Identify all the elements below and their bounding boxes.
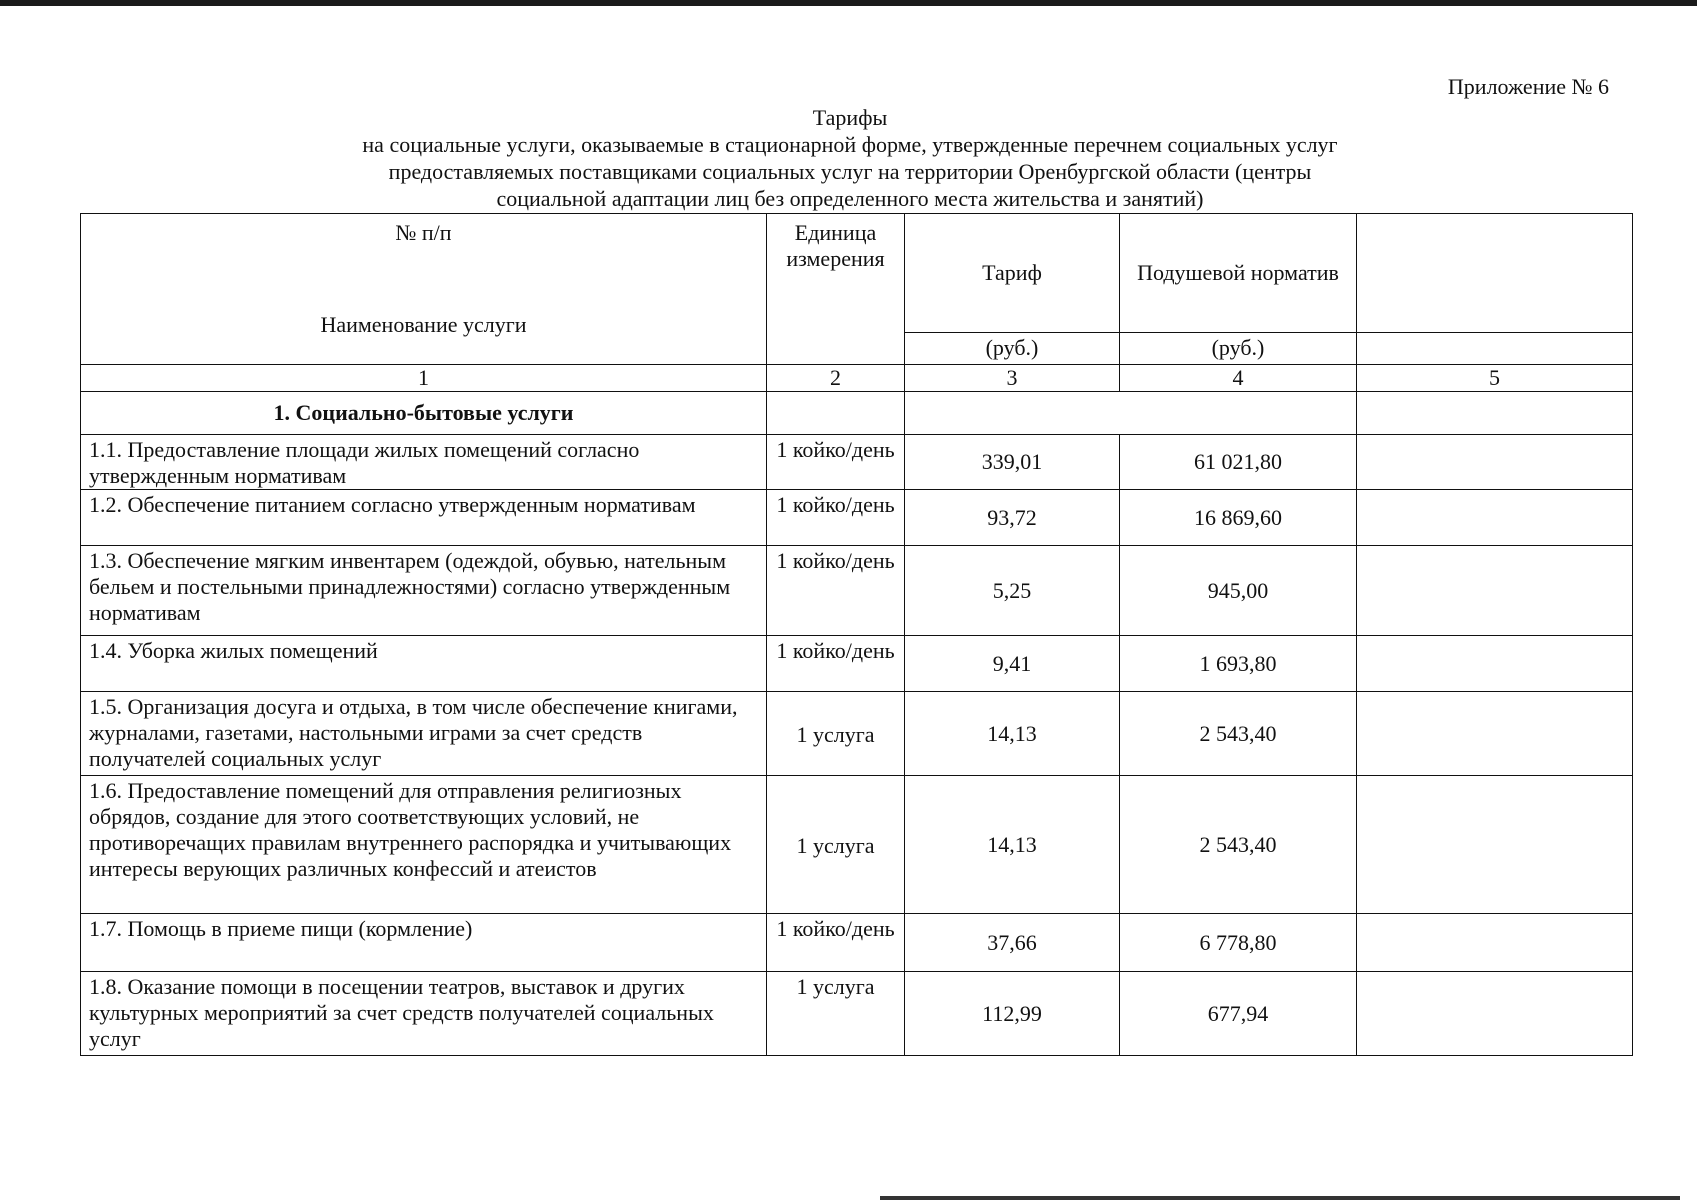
scan-top-border — [0, 0, 1697, 6]
service-tarif: 93,72 — [905, 490, 1120, 546]
service-tarif: 14,13 — [905, 776, 1120, 914]
service-name: 1.2. Обеспечение питанием согласно утвержденным нормативам — [81, 490, 767, 546]
header-extra — [1357, 214, 1633, 333]
table-row — [81, 435, 1633, 490]
header-row — [81, 214, 1633, 333]
service-name: 1.7. Помощь в приеме пищи (кормление) — [81, 914, 767, 972]
service-norm: 677,94 — [1120, 972, 1357, 1056]
service-norm: 945,00 — [1120, 546, 1357, 636]
header-num: № п/п — [395, 220, 452, 245]
title-line-2: на социальные услуги, оказываемые в стационарной форме, утвержденные перечнем социальных услуг — [362, 132, 1338, 157]
service-unit: 1 услуга — [767, 972, 905, 1056]
service-norm: 2 543,40 — [1120, 692, 1357, 776]
service-name: 1.6. Предоставление помещений для отправления религиозных обрядов, создание для этого соответствующих условий, не противоречащих правилам внутреннего распорядка и учитывающих интересы верующих различных конфессий и атеистов — [81, 776, 767, 914]
service-tarif: 9,41 — [905, 636, 1120, 692]
service-name: 1.8. Оказание помощи в посещении театров, выставок и других культурных мероприятий за счет средств получателей социальных услуг — [81, 972, 767, 1056]
service-name: 1.3. Обеспечение мягким инвентарем (одеждой, обувью, нательным бельем и постельными принадлежностями) согласно утвержденным нормативам — [81, 546, 767, 636]
title-line-1: Тарифы — [812, 105, 888, 130]
service-extra — [1357, 914, 1633, 972]
service-norm: 6 778,80 — [1120, 914, 1357, 972]
service-norm: 1 693,80 — [1120, 636, 1357, 692]
column-number: 4 — [1120, 365, 1357, 392]
service-unit: 1 койко/день — [767, 546, 905, 636]
column-number: 5 — [1357, 365, 1633, 392]
service-extra — [1357, 972, 1633, 1056]
service-name: 1.5. Организация досуга и отдыха, в том числе обеспечение книгами, журналами, газетами, настольными играми за счет средств получателей социальных услуг — [81, 692, 767, 776]
section-title: 1. Социально-бытовые услуги — [81, 392, 767, 435]
service-extra — [1357, 546, 1633, 636]
table-row — [81, 692, 1633, 776]
header-extra-unit — [1357, 332, 1633, 364]
service-unit: 1 койко/день — [767, 914, 905, 972]
service-tarif: 112,99 — [905, 972, 1120, 1056]
service-unit: 1 услуга — [767, 776, 905, 914]
title-line-3: предоставляемых поставщиками социальных услуг на территории Оренбургской области (центры — [388, 159, 1312, 184]
header-unit: Единица измерения — [767, 214, 905, 365]
service-extra — [1357, 776, 1633, 914]
service-tarif: 37,66 — [905, 914, 1120, 972]
service-tarif: 5,25 — [905, 546, 1120, 636]
service-unit: 1 койко/день — [767, 636, 905, 692]
document-title — [270, 104, 1430, 212]
service-extra — [1357, 692, 1633, 776]
table-row — [81, 546, 1633, 636]
service-unit: 1 услуга — [767, 692, 905, 776]
service-extra — [1357, 636, 1633, 692]
title-line-4: социальной адаптации лиц без определенного места жительства и занятий) — [496, 186, 1204, 211]
header-tarif: Тариф — [905, 214, 1120, 333]
header-norm: Подушевой норматив — [1120, 214, 1357, 333]
header-name-cell — [81, 214, 767, 365]
table-row — [81, 776, 1633, 914]
service-unit: 1 койко/день — [767, 435, 905, 490]
service-tarif: 14,13 — [905, 692, 1120, 776]
header-norm-unit: (руб.) — [1120, 332, 1357, 364]
header-service-name: Наименование услуги — [320, 312, 527, 337]
section-empty-cell — [905, 392, 1357, 435]
service-norm: 2 543,40 — [1120, 776, 1357, 914]
tariff-table — [80, 213, 1633, 1056]
section-empty-cell — [1357, 392, 1633, 435]
column-number: 1 — [81, 365, 767, 392]
column-number: 3 — [905, 365, 1120, 392]
header-tarif-unit: (руб.) — [905, 332, 1120, 364]
service-norm: 16 869,60 — [1120, 490, 1357, 546]
appendix-label: Приложение № 6 — [1447, 74, 1609, 99]
section-empty-cell — [767, 392, 905, 435]
service-extra — [1357, 435, 1633, 490]
section-row — [81, 392, 1633, 435]
table-row — [81, 914, 1633, 972]
table-row — [81, 490, 1633, 546]
table-row — [81, 972, 1633, 1056]
service-tarif: 339,01 — [905, 435, 1120, 490]
scan-bottom-mark — [880, 1196, 1680, 1200]
service-extra — [1357, 490, 1633, 546]
service-norm: 61 021,80 — [1120, 435, 1357, 490]
service-unit: 1 койко/день — [767, 490, 905, 546]
column-number-row — [81, 365, 1633, 392]
column-number: 2 — [767, 365, 905, 392]
service-name: 1.4. Уборка жилых помещений — [81, 636, 767, 692]
table-row — [81, 636, 1633, 692]
service-name: 1.1. Предоставление площади жилых помещений согласно утвержденным нормативам — [81, 435, 767, 490]
